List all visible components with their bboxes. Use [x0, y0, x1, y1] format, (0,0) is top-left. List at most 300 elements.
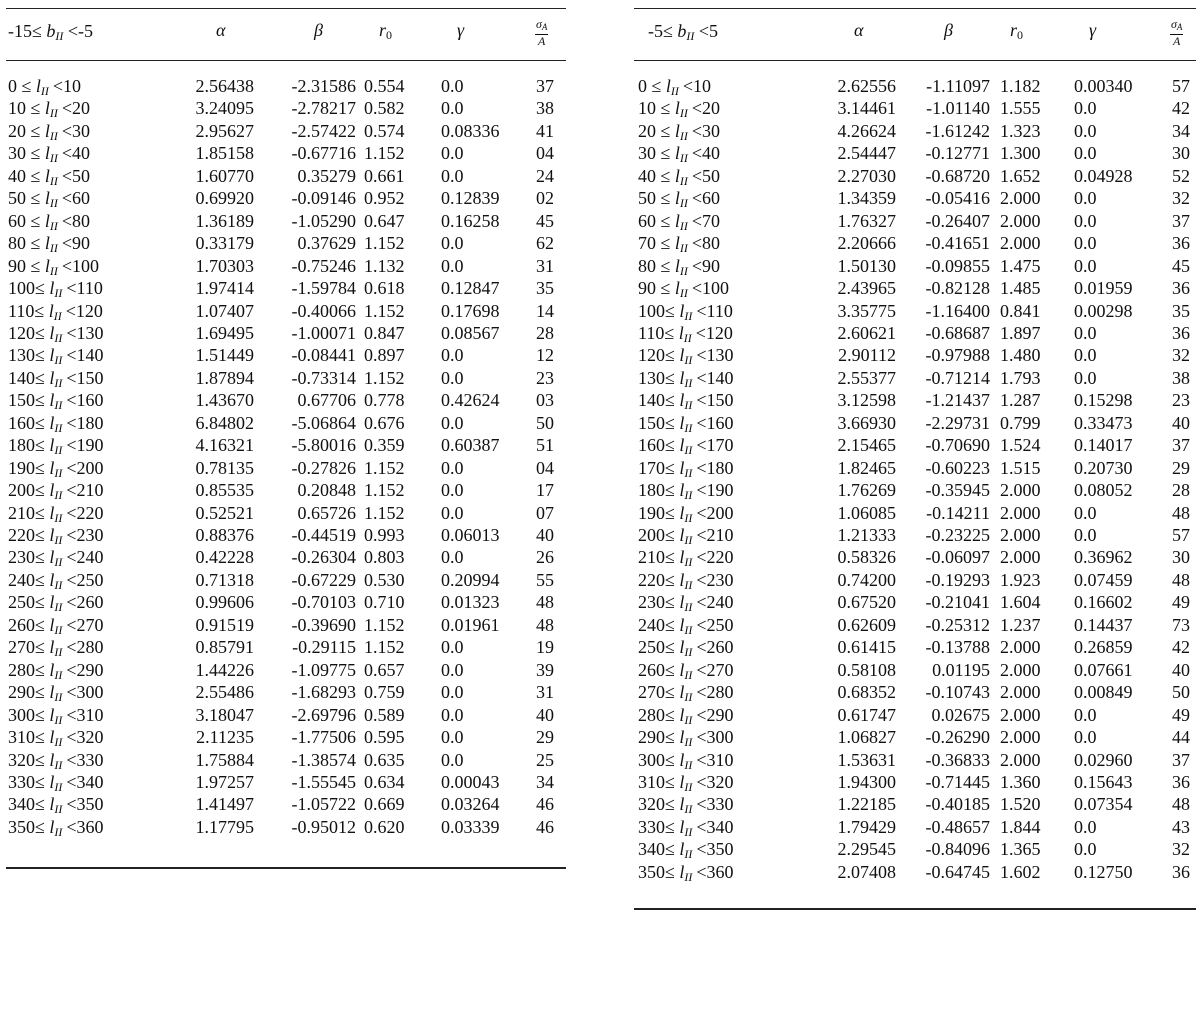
cell-sigma-ratio: 44 [1172, 727, 1190, 748]
table-row [6, 727, 566, 749]
cell-longitude-range: $20 \le l_{II} <30$ [8, 120, 91, 143]
cell-beta: -0.73314 [291, 367, 356, 388]
cell-longitude-range: $280\le l_{II} <290$ [638, 704, 734, 727]
cell-longitude-range: $120\le l_{II} <130$ [8, 322, 104, 345]
table-row [634, 525, 1196, 547]
cell-longitude-range: $250\le l_{II} <260$ [8, 592, 104, 615]
cell-beta: -0.40185 [925, 794, 990, 815]
cell-beta: -2.29731 [925, 412, 990, 433]
cell-sigma-ratio: 62 [536, 233, 554, 254]
cell-r0: 1.844 [1000, 816, 1041, 837]
table-row [6, 637, 566, 659]
cell-beta: -0.27826 [291, 457, 356, 478]
cell-r0: 0.618 [364, 278, 405, 299]
cell-beta: -1.05722 [291, 794, 356, 815]
table-row [6, 345, 566, 367]
cell-alpha: 6.84802 [195, 412, 254, 433]
cell-gamma: 0.0 [1074, 839, 1097, 860]
cell-longitude-range: $190\le l_{II} <200$ [8, 457, 104, 480]
cell-alpha: 1.44226 [195, 659, 254, 680]
table-row [6, 817, 566, 839]
table-row [634, 817, 1196, 839]
header-gamma: γ [1089, 20, 1097, 40]
cell-gamma: 0.0 [1074, 120, 1097, 141]
cell-r0: 2.000 [1000, 188, 1041, 209]
table-row [6, 547, 566, 569]
cell-r0: 2.000 [1000, 210, 1041, 231]
cell-alpha: 1.76327 [837, 210, 896, 231]
cell-gamma: 0.36962 [1074, 547, 1133, 568]
cell-r0: 1.152 [364, 637, 405, 658]
table-row [634, 705, 1196, 727]
cell-sigma-ratio: 43 [1172, 816, 1190, 837]
cell-alpha: 2.20666 [837, 233, 896, 254]
cell-r0: 2.000 [1000, 682, 1041, 703]
cell-gamma: 0.0 [1074, 525, 1097, 545]
table-row [6, 301, 566, 323]
cell-alpha: 1.07407 [195, 300, 254, 321]
cell-gamma: 0.0 [1074, 502, 1097, 523]
cell-r0: 1.652 [1000, 165, 1041, 186]
cell-sigma-ratio: 37 [536, 76, 554, 96]
cell-sigma-ratio: 17 [536, 480, 554, 501]
cell-gamma: 0.04928 [1074, 165, 1133, 186]
cell-alpha: 1.06827 [837, 727, 896, 748]
cell-sigma-ratio: 04 [536, 143, 554, 164]
cell-gamma: 0.0 [1074, 143, 1097, 164]
table-row [6, 682, 566, 704]
cell-sigma-ratio: 07 [536, 502, 554, 523]
cell-longitude-range: $80 \le l_{II} <90$ [638, 255, 721, 278]
cell-gamma: 0.00043 [441, 771, 500, 792]
cell-alpha: 0.33179 [195, 233, 254, 254]
cell-beta: -0.08441 [291, 345, 356, 366]
table-row [634, 166, 1196, 188]
cell-alpha: 0.58326 [837, 547, 896, 568]
cell-r0: 1.475 [1000, 255, 1041, 276]
table-row [6, 615, 566, 637]
cell-sigma-ratio: 29 [1172, 457, 1190, 478]
cell-gamma: 0.02960 [1074, 749, 1133, 770]
cell-sigma-ratio: 02 [536, 188, 554, 209]
cell-longitude-range: $150\le l_{II} <160$ [8, 390, 104, 413]
cell-beta: -0.12771 [925, 143, 990, 164]
cell-sigma-ratio: 42 [1172, 637, 1190, 658]
table-row [6, 413, 566, 435]
cell-alpha: 1.43670 [195, 390, 254, 411]
cell-alpha: 1.87894 [195, 367, 254, 388]
cell-sigma-ratio: 73 [1172, 614, 1190, 635]
cell-sigma-ratio: 28 [536, 322, 554, 343]
cell-gamma: 0.0 [1074, 816, 1097, 837]
cell-r0: 0.799 [1000, 412, 1041, 433]
cell-r0: 1.515 [1000, 457, 1041, 478]
cell-longitude-range: $170\le l_{II} <180$ [638, 457, 734, 480]
cell-alpha: 1.97257 [195, 771, 254, 792]
table-row [6, 166, 566, 188]
cell-r0: 2.000 [1000, 502, 1041, 523]
cell-r0: 0.847 [364, 322, 405, 343]
cell-longitude-range: $300\le l_{II} <310$ [8, 704, 104, 727]
cell-r0: 1.485 [1000, 278, 1041, 299]
cell-gamma: 0.01961 [441, 614, 500, 635]
cell-alpha: 1.36189 [195, 210, 254, 231]
cell-beta: -0.25312 [925, 614, 990, 635]
cell-r0: 1.923 [1000, 569, 1041, 590]
header-r0: $r_0$ [1010, 20, 1024, 42]
cell-alpha: 2.54447 [837, 143, 896, 164]
cell-sigma-ratio: 32 [1172, 188, 1190, 209]
cell-r0: 2.000 [1000, 749, 1041, 770]
cell-alpha: 0.42228 [195, 547, 254, 568]
cell-alpha: 0.67520 [837, 592, 896, 613]
cell-longitude-range: $30 \le l_{II} <40$ [8, 143, 91, 166]
cell-gamma: 0.26859 [1074, 637, 1133, 658]
cell-beta: -1.77506 [291, 727, 356, 748]
header-sigma-ratio: $\frac{\sigma_A}{A}$ [536, 17, 548, 48]
cell-sigma-ratio: 55 [536, 569, 554, 590]
table-row [6, 592, 566, 614]
cell-r0: 1.520 [1000, 794, 1041, 815]
cell-alpha: 2.56438 [195, 76, 254, 96]
cell-r0: 2.000 [1000, 233, 1041, 254]
cell-longitude-range: $240\le l_{II} <250$ [638, 614, 734, 637]
cell-sigma-ratio: 38 [1172, 367, 1190, 388]
cell-longitude-range: $200\le l_{II} <210$ [8, 480, 104, 503]
cell-alpha: 2.55486 [195, 682, 254, 703]
cell-gamma: 0.14437 [1074, 614, 1133, 635]
cell-longitude-range: $220\le l_{II} <230$ [638, 569, 734, 592]
cell-alpha: 0.71318 [195, 569, 254, 590]
table-row [634, 727, 1196, 749]
cell-r0: 1.602 [1000, 861, 1041, 882]
cell-alpha: 3.24095 [195, 98, 254, 119]
cell-gamma: 0.16258 [441, 210, 500, 231]
cell-r0: 1.300 [1000, 143, 1041, 164]
cell-longitude-range: $320\le l_{II} <330$ [8, 749, 104, 772]
cell-beta: -0.13788 [925, 637, 990, 658]
cell-alpha: 2.60621 [837, 322, 896, 343]
cell-sigma-ratio: 30 [1172, 547, 1190, 568]
header-beta: β [314, 20, 323, 40]
cell-r0: 1.152 [364, 143, 405, 164]
cell-beta: -0.97988 [925, 345, 990, 366]
cell-alpha: 1.85158 [195, 143, 254, 164]
table-row [6, 121, 566, 143]
cell-alpha: 0.74200 [837, 569, 896, 590]
cell-beta: -0.26290 [925, 727, 990, 748]
cell-beta: -2.69796 [291, 704, 356, 725]
cell-r0: 2.000 [1000, 480, 1041, 501]
cell-beta: -0.60223 [925, 457, 990, 478]
cell-longitude-range: $10 \le l_{II} <20$ [638, 98, 721, 121]
cell-sigma-ratio: 45 [1172, 255, 1190, 276]
cell-longitude-range: $90 \le l_{II} <100$ [638, 278, 730, 301]
table-row [6, 772, 566, 794]
cell-r0: 0.595 [364, 727, 405, 748]
cell-beta: -1.16400 [925, 300, 990, 321]
cell-sigma-ratio: 19 [536, 637, 554, 658]
cell-r0: 0.759 [364, 682, 405, 703]
cell-alpha: 0.62609 [837, 614, 896, 635]
cell-longitude-range: $40 \le l_{II} <50$ [638, 165, 721, 188]
table-row [634, 256, 1196, 278]
cell-r0: 1.555 [1000, 98, 1041, 119]
cell-r0: 2.000 [1000, 547, 1041, 568]
cell-longitude-range: $90 \le l_{II} <100$ [8, 255, 100, 278]
table-row [634, 772, 1196, 794]
cell-r0: 0.952 [364, 188, 405, 209]
cell-sigma-ratio: 46 [536, 816, 554, 837]
table-row [6, 76, 566, 98]
cell-gamma: 0.0 [441, 165, 464, 186]
cell-beta: -0.06097 [925, 547, 990, 568]
cell-sigma-ratio: 46 [536, 794, 554, 815]
cell-longitude-range: $260\le l_{II} <270$ [8, 614, 104, 637]
cell-r0: 0.993 [364, 525, 405, 545]
cell-r0: 1.152 [364, 457, 405, 478]
cell-sigma-ratio: 36 [1172, 771, 1190, 792]
cell-gamma: 0.42624 [441, 390, 500, 411]
cell-longitude-range: $300\le l_{II} <310$ [638, 749, 734, 772]
cell-r0: 1.152 [364, 300, 405, 321]
cell-r0: 0.574 [364, 120, 405, 141]
cell-sigma-ratio: 48 [1172, 569, 1190, 590]
cell-beta: -1.21437 [925, 390, 990, 411]
cell-beta: -0.26407 [925, 210, 990, 231]
cell-alpha: 1.53631 [837, 749, 896, 770]
cell-beta: -1.01140 [926, 98, 990, 119]
cell-beta: 0.67706 [297, 390, 356, 411]
cell-gamma: 0.14017 [1074, 435, 1133, 456]
cell-alpha: 0.61415 [837, 637, 896, 658]
cell-beta: -5.80016 [291, 435, 356, 456]
cell-longitude-range: $130\le l_{II} <140$ [638, 367, 734, 390]
cell-longitude-range: $270\le l_{II} <280$ [638, 682, 734, 705]
cell-sigma-ratio: 29 [536, 727, 554, 748]
cell-sigma-ratio: 31 [536, 255, 554, 276]
cell-beta: -0.68687 [925, 322, 990, 343]
cell-beta: 0.37629 [297, 233, 356, 254]
cell-gamma: 0.00340 [1074, 76, 1133, 96]
cell-beta: -0.19293 [925, 569, 990, 590]
cell-longitude-range: $310\le l_{II} <320$ [638, 771, 734, 794]
header-rule [634, 60, 1196, 61]
cell-sigma-ratio: 39 [536, 659, 554, 680]
table-row [634, 458, 1196, 480]
cell-sigma-ratio: 36 [1172, 233, 1190, 254]
cell-beta: -1.59784 [291, 278, 356, 299]
cell-beta: -0.09146 [291, 188, 356, 209]
table-header [634, 17, 1196, 54]
cell-beta: -2.57422 [291, 120, 356, 141]
table-row [6, 660, 566, 682]
cell-r0: 0.710 [364, 592, 405, 613]
cell-longitude-range: $280\le l_{II} <290$ [8, 659, 104, 682]
cell-sigma-ratio: 03 [536, 390, 554, 411]
table-row [6, 458, 566, 480]
cell-beta: -0.67716 [291, 143, 356, 164]
cell-gamma: 0.20994 [441, 569, 500, 590]
cell-r0: 2.000 [1000, 637, 1041, 658]
cell-r0: 1.237 [1000, 614, 1041, 635]
cell-beta: -1.55545 [291, 771, 356, 792]
cell-sigma-ratio: 04 [536, 457, 554, 478]
cell-alpha: 1.06085 [837, 502, 896, 523]
cell-gamma: 0.0 [441, 704, 464, 725]
cell-longitude-range: $200\le l_{II} <210$ [638, 525, 734, 547]
cell-r0: 0.657 [364, 659, 405, 680]
cell-r0: 2.000 [1000, 525, 1041, 545]
cell-beta: -0.68720 [925, 165, 990, 186]
table-row [634, 278, 1196, 300]
cell-gamma: 0.01959 [1074, 278, 1133, 299]
cell-r0: 0.634 [364, 771, 405, 792]
cell-beta: -0.21041 [925, 592, 990, 613]
cell-alpha: 0.52521 [195, 502, 254, 523]
cell-beta: -0.29115 [292, 637, 356, 658]
bottom-rule [6, 867, 566, 868]
cell-sigma-ratio: 25 [536, 749, 554, 770]
cell-longitude-range: $350\le l_{II} <360$ [638, 861, 734, 884]
table-row [634, 615, 1196, 637]
header-alpha: α [854, 20, 864, 40]
cell-alpha: 1.17795 [195, 816, 254, 837]
cell-alpha: 1.22185 [837, 794, 896, 815]
cell-alpha: 0.99606 [195, 592, 254, 613]
cell-alpha: 2.15465 [837, 435, 896, 456]
cell-alpha: 1.34359 [837, 188, 896, 209]
cell-r0: 1.182 [1000, 76, 1041, 96]
cell-beta: -1.61242 [925, 120, 990, 141]
cell-gamma: 0.12839 [441, 188, 500, 209]
table-row [634, 413, 1196, 435]
cell-gamma: 0.0 [441, 233, 464, 254]
cell-alpha: 3.66930 [837, 412, 896, 433]
cell-r0: 0.620 [364, 816, 405, 837]
cell-beta: -0.44519 [291, 525, 356, 545]
cell-sigma-ratio: 28 [1172, 480, 1190, 501]
cell-sigma-ratio: 32 [1172, 345, 1190, 366]
cell-alpha: 4.26624 [837, 120, 896, 141]
cell-sigma-ratio: 36 [1172, 278, 1190, 299]
cell-r0: 1.897 [1000, 322, 1041, 343]
cell-gamma: 0.0 [1074, 255, 1097, 276]
cell-beta: -0.71214 [925, 367, 990, 388]
cell-alpha: 0.69920 [195, 188, 254, 209]
cell-gamma: 0.0 [441, 502, 464, 523]
cell-r0: 0.661 [364, 165, 405, 186]
table-row [634, 750, 1196, 772]
cell-sigma-ratio: 37 [1172, 210, 1190, 231]
cell-r0: 1.365 [1000, 839, 1041, 860]
cell-beta: -0.14211 [926, 502, 990, 523]
header-rule [6, 60, 566, 61]
cell-beta: -0.36833 [925, 749, 990, 770]
cell-longitude-range: $10 \le l_{II} <20$ [8, 98, 91, 121]
cell-longitude-range: $130\le l_{II} <140$ [8, 345, 104, 368]
cell-longitude-range: $250\le l_{II} <260$ [638, 637, 734, 660]
cell-beta: -1.68293 [291, 682, 356, 703]
cell-alpha: 1.69495 [195, 322, 254, 343]
cell-alpha: 0.85791 [195, 637, 254, 658]
cell-gamma: 0.0 [441, 76, 464, 96]
cell-gamma: 0.0 [441, 637, 464, 658]
cell-sigma-ratio: 37 [1172, 435, 1190, 456]
table-row [634, 637, 1196, 659]
cell-alpha: 1.51449 [195, 345, 254, 366]
cell-longitude-range: $350\le l_{II} <360$ [8, 816, 104, 839]
cell-alpha: 1.50130 [837, 255, 896, 276]
header-r0: $r_0$ [379, 20, 393, 42]
cell-gamma: 0.0 [1074, 322, 1097, 343]
cell-r0: 0.530 [364, 569, 405, 590]
table-row [6, 435, 566, 457]
cell-beta: -5.06864 [291, 412, 356, 433]
cell-alpha: 2.27030 [837, 165, 896, 186]
cell-alpha: 2.07408 [837, 861, 896, 882]
cell-longitude-range: $180\le l_{II} <190$ [8, 435, 104, 458]
cell-r0: 2.000 [1000, 704, 1041, 725]
table-row [6, 705, 566, 727]
cell-longitude-range: $340\le l_{II} <350$ [638, 839, 734, 862]
cell-r0: 0.897 [364, 345, 405, 366]
cell-beta: -0.95012 [291, 816, 356, 837]
cell-sigma-ratio: 49 [1172, 704, 1190, 725]
top-rule [634, 8, 1196, 9]
table-row [6, 143, 566, 165]
table-row [634, 188, 1196, 210]
cell-sigma-ratio: 57 [1172, 76, 1190, 96]
cell-beta: -1.00071 [291, 322, 356, 343]
cell-longitude-range: $290\le l_{II} <300$ [8, 682, 104, 705]
cell-longitude-range: $210\le l_{II} <220$ [638, 547, 734, 570]
cell-gamma: 0.0 [1074, 704, 1097, 725]
cell-alpha: 1.94300 [837, 771, 896, 792]
cell-longitude-range: $140\le l_{II} <150$ [8, 367, 104, 390]
cell-r0: 0.554 [364, 76, 405, 96]
table-row [6, 188, 566, 210]
cell-longitude-range: $110\le l_{II} <120$ [638, 322, 733, 345]
cell-alpha: 0.88376 [195, 525, 254, 545]
cell-gamma: 0.07459 [1074, 569, 1133, 590]
cell-gamma: 0.03264 [441, 794, 500, 815]
cell-longitude-range: $340\le l_{II} <350$ [8, 794, 104, 817]
cell-r0: 1.152 [364, 480, 405, 501]
cell-r0: 1.524 [1000, 435, 1041, 456]
cell-sigma-ratio: 36 [1172, 322, 1190, 343]
table-row [634, 345, 1196, 367]
top-rule [6, 8, 566, 9]
cell-sigma-ratio: 48 [536, 614, 554, 635]
cell-alpha: 1.75884 [195, 749, 254, 770]
table-row [634, 480, 1196, 502]
cell-r0: 0.778 [364, 390, 405, 411]
cell-longitude-range: $30 \le l_{II} <40$ [638, 143, 721, 166]
cell-r0: 1.287 [1000, 390, 1041, 411]
cell-gamma: 0.03339 [441, 816, 500, 837]
cell-gamma: 0.12847 [441, 278, 500, 299]
cell-longitude-range: $140\le l_{II} <150$ [638, 390, 734, 413]
table-row [634, 503, 1196, 525]
cell-alpha: 1.79429 [837, 816, 896, 837]
cell-r0: 0.841 [1000, 300, 1041, 321]
cell-r0: 1.152 [364, 502, 405, 523]
cell-beta: -0.64745 [925, 861, 990, 882]
table-row [634, 794, 1196, 816]
cell-beta: -1.09775 [291, 659, 356, 680]
cell-beta: -0.09855 [925, 255, 990, 276]
